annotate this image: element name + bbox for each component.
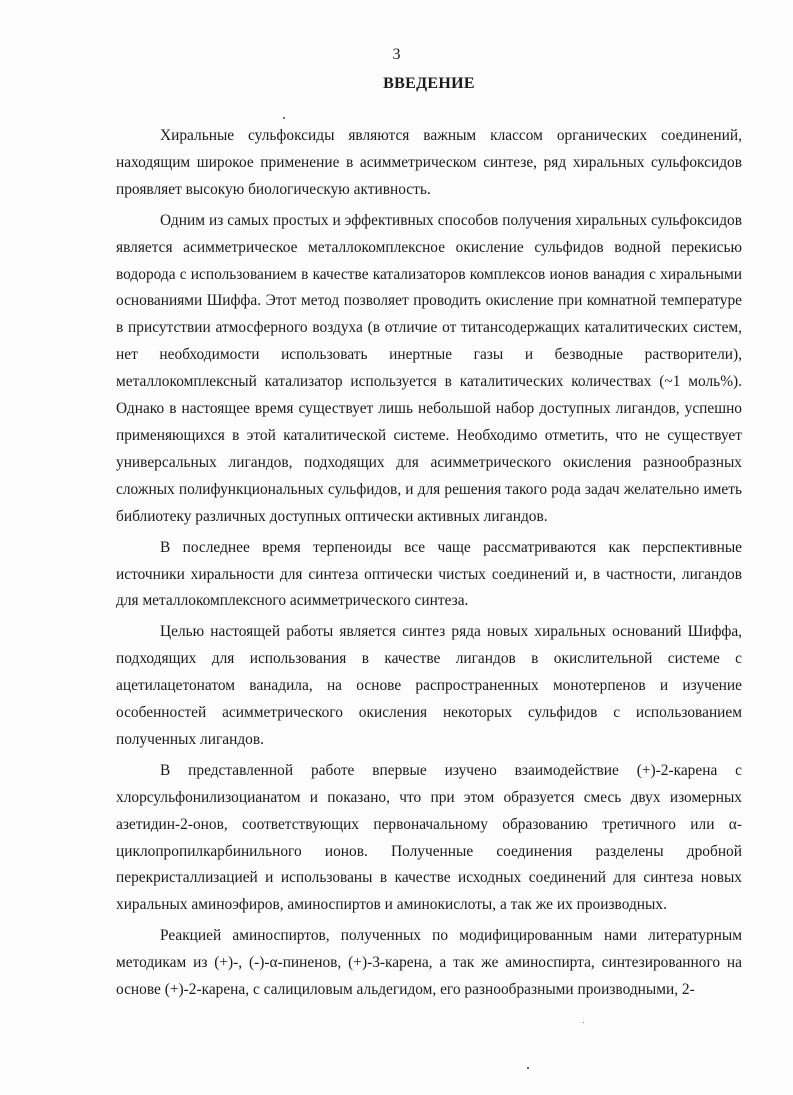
scan-speck	[283, 117, 285, 119]
paragraph: В последнее время терпеноиды все чаще рассматриваются как перспективные источники хиральности для синтеза оптически чистых соединений и, в частности, лигандов для металлокомплексного асимметрического синтеза.	[116, 538, 742, 610]
paragraph: В представленной работе впервые изучено взаимодействие (+)-2-карена с хлорсульфонилизоцианатом и показано, что при этом образуется смесь двух изомерных азетидин-2-онов, соответствующих первоначальному образованию третичного или α-циклопропилкарбинильного ионов. Полученные соединения разделены дробной перекристаллизацией и использованы в качестве исходных соединений для синтеза новых хиральных аминоэфиров, аминоспиртов и аминокислоты, а так же их производных.	[116, 761, 742, 914]
paragraph: Реакцией аминоспиртов, полученных по модифицированным нами литературным методикам из (+)-, (-)-α-пиненов, (+)-3-карена, а так же аминоспирта, синтезированного на основе (+)-2-карена, с салициловым альдегидом, его разнообразными производными, 2-	[116, 927, 742, 999]
paragraph: Одним из самых простых и эффективных способов получения хиральных сульфоксидов является асимметрическое металлокомплексное окисление сульфидов водной перекисью водорода с использованием в качестве катализаторов комплексов ионов ванадия с хиральными основаниями Шиффа. Этот метод позволяет проводить окисление при комнатной температуре в присутствии атмосферного воздуха (в отличие от титансодержащих каталитических систем, нет необходимости использовать инертные газы и безводные растворители), металлокомплексный катализатор используется в каталитических количествах (~1 моль%). Однако в настоящее время существует лишь небольшой набор доступных лигандов, успешно применяющихся в этой каталитической системе. Необходимо отметить, что не существует универсальных лигандов, подходящих для асимметрического окисления разнообразных сложных полифункциональных сульфидов, и для решения такого рода задач желательно иметь библиотеку различных доступных оптически активных лигандов.	[116, 211, 742, 525]
page-number: 3	[392, 46, 401, 63]
body-text	[116, 123, 742, 1008]
section-heading: ВВЕДЕНИЕ	[383, 75, 475, 92]
scan-speck	[583, 1022, 584, 1023]
paragraph: Хиральные сульфоксиды являются важным классом органических соединений, находящим широкое применение в асимметрическом синтезе, ряд хиральных сульфоксидов проявляет высокую биологическую активность.	[116, 127, 742, 198]
scan-speck	[527, 1067, 529, 1069]
paragraph: Целью настоящей работы является синтез ряда новых хиральных оснований Шиффа, подходящих для использования в качестве лигандов в окислительной системе с ацетилацетонатом ванадила, на основе распространенных монотерпенов и изучение особенностей асимметрического окисления некоторых сульфидов с использованием полученных лигандов.	[116, 623, 742, 748]
